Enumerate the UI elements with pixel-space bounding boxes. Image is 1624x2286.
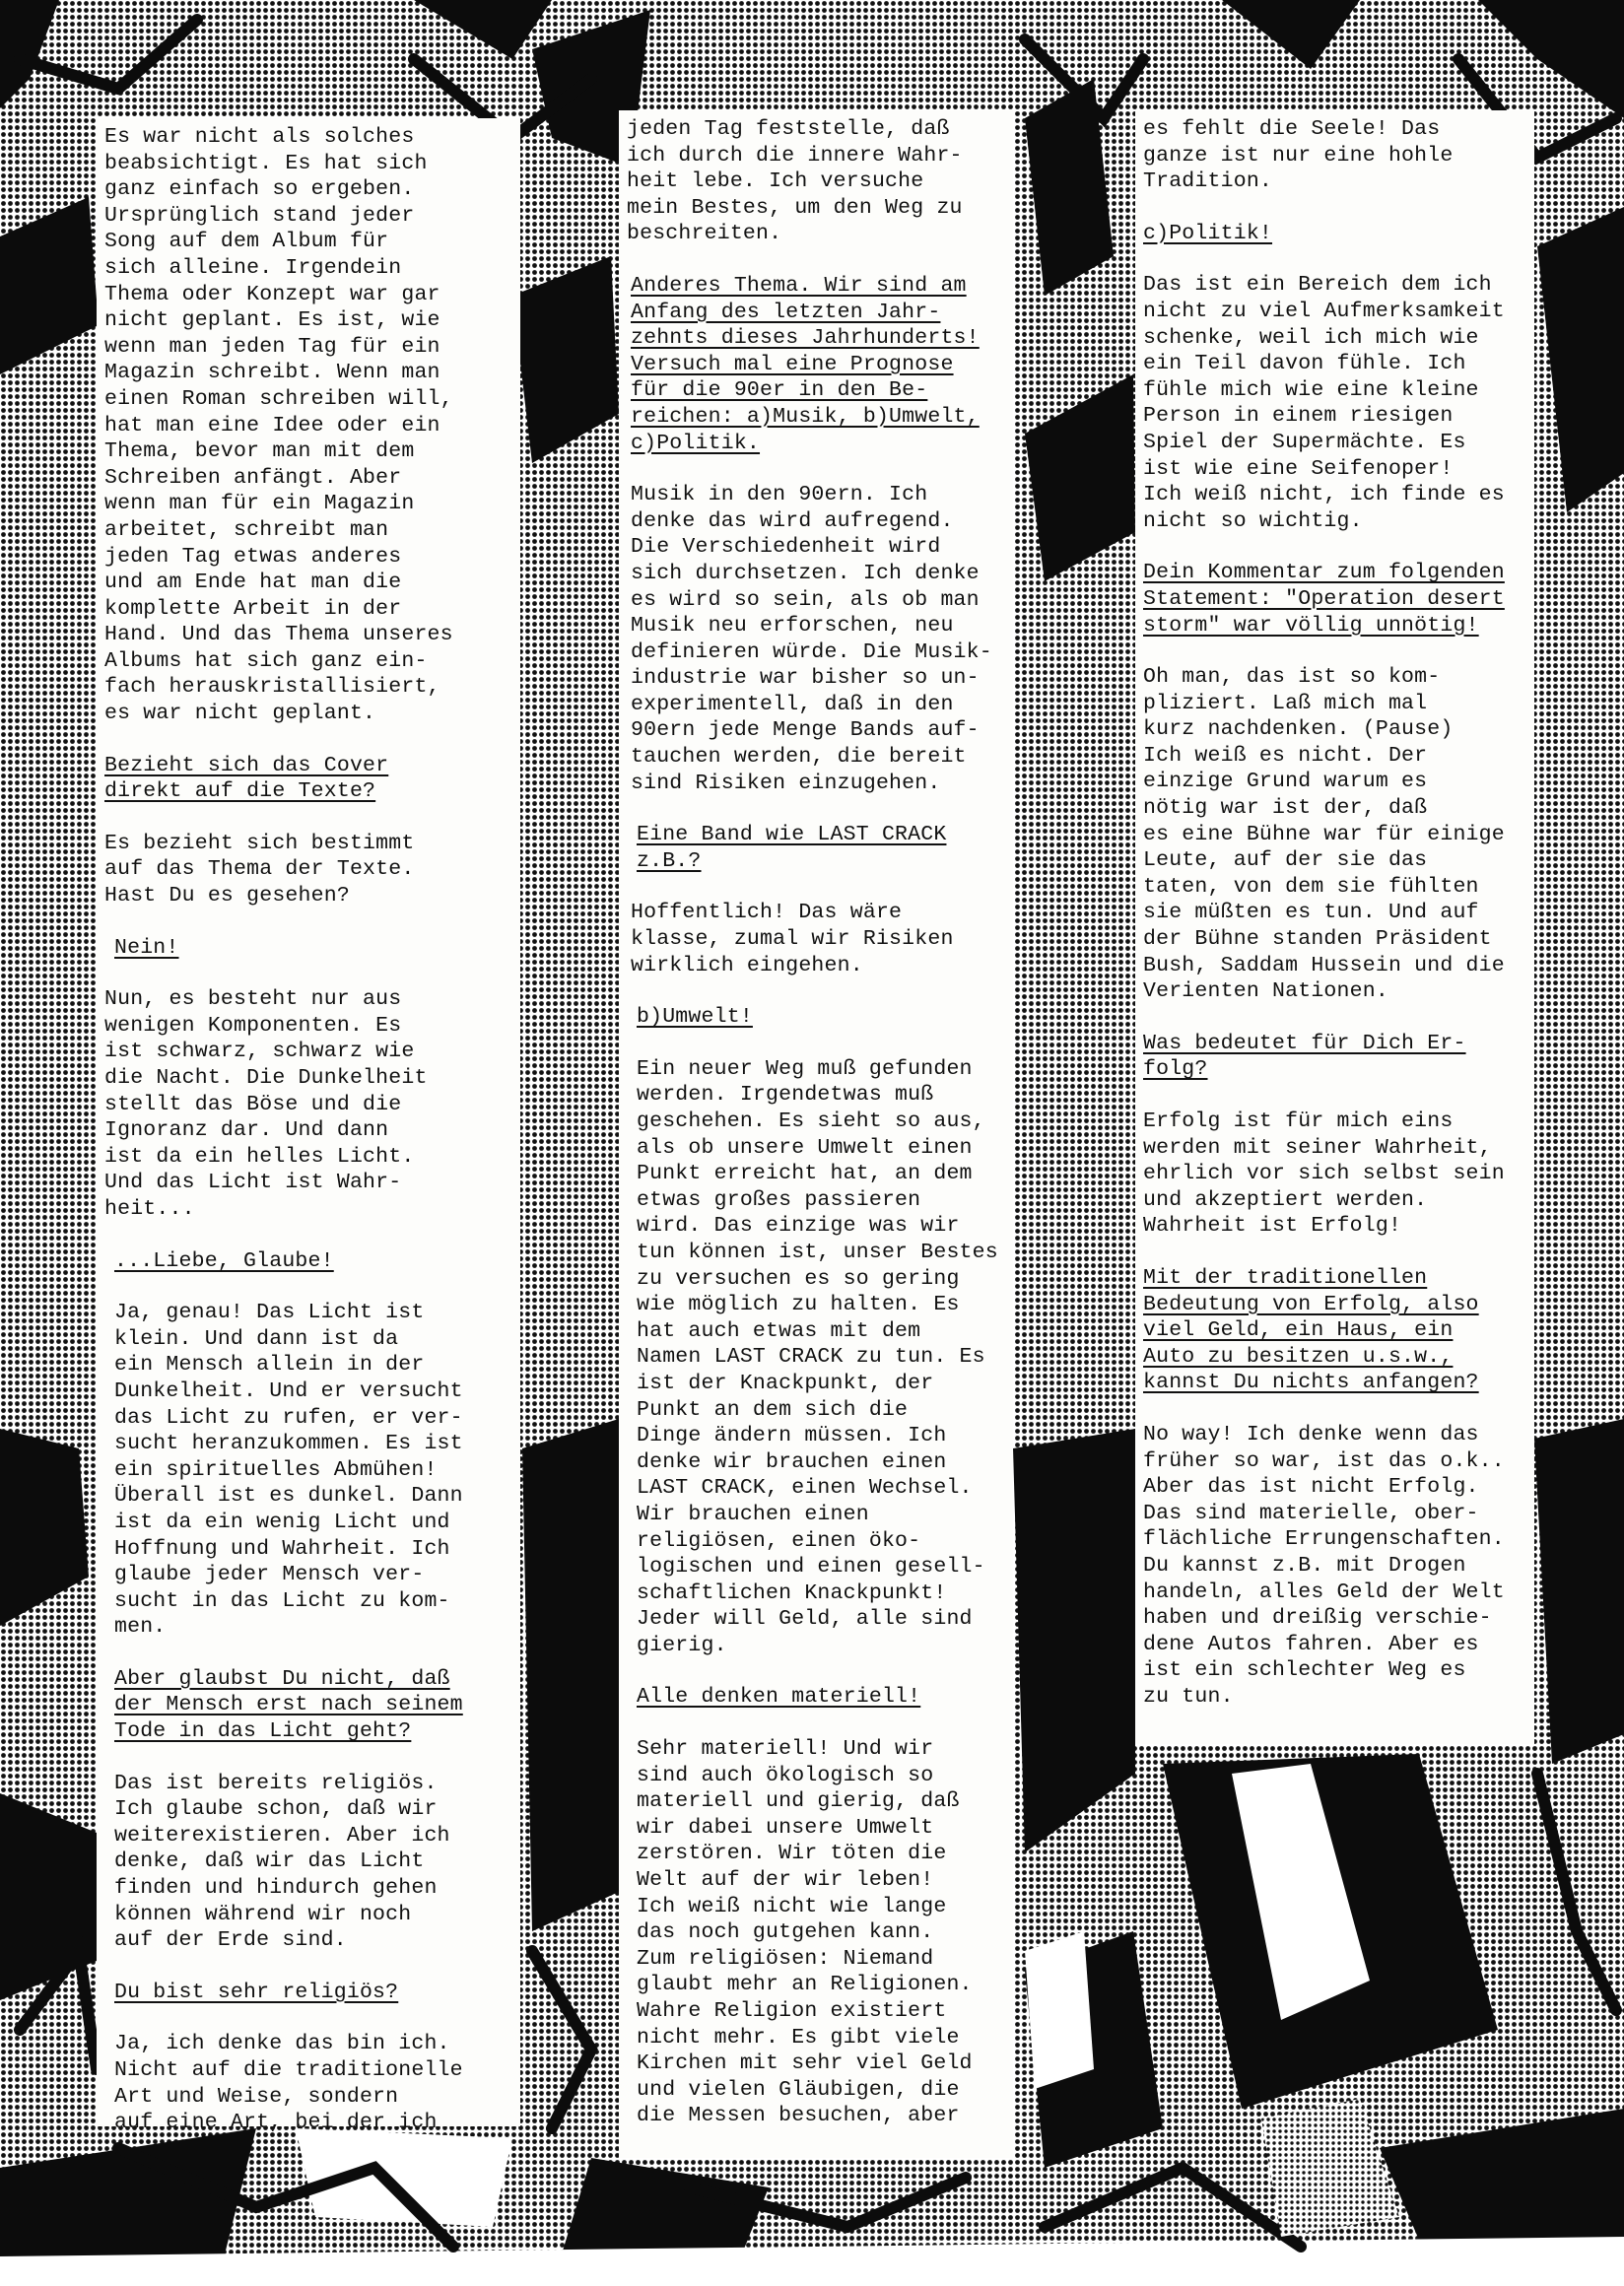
text-line: und am Ende hat man die [104,571,402,595]
answer-block [104,1300,512,1641]
text-line: finden und hindurch gehen [114,1876,438,1901]
text-line: der Bühne standen Präsident [1143,927,1492,952]
text-line: Thema, bevor man mit dem [104,439,415,464]
answer-block [1143,1109,1526,1240]
text-line: Punkt an dem sich die [637,1397,909,1422]
interview-question [627,822,1005,874]
text-line: wie möglich zu halten. Es [637,1293,960,1317]
interview-question [1143,560,1526,639]
text-line: es wird so sein, als ob man [631,587,980,612]
answer-block [627,900,1005,978]
text-line: Sehr materiell! Und wir [637,1737,934,1762]
text-line: jeden Tag etwas anderes [104,544,402,569]
question-line: Statement: "Operation desert [1143,586,1505,611]
text-line: können während wir noch [114,1902,412,1926]
text-line: sind auch ökologisch so [637,1763,934,1787]
text-line: werden. Irgendetwas muß [637,1083,934,1108]
text-line: Song auf dem Album für [104,230,389,254]
text-line: komplette Arbeit in der [104,596,402,621]
text-line: men. [114,1615,167,1640]
question-line: Tode in das Licht geht? [114,1719,412,1744]
text-line: Es bezieht sich bestimmt [104,831,415,855]
text-line: wir dabei unsere Umwelt [637,1815,934,1840]
question-line: der Mensch erst nach seinem [114,1693,463,1717]
text-line: Es war nicht als solches [104,125,415,149]
answer-block [104,124,512,727]
text-line: ist der Knackpunkt, der [637,1371,934,1395]
text-line: auf das Thema der Texte. [104,857,415,882]
text-line: Wahre Religion existiert [637,1999,947,2023]
text-line: Ein neuer Weg muß gefunden [637,1056,973,1081]
text-line: Hast Du es gesehen? [104,884,350,908]
text-line: fach herauskristallisiert, [104,675,440,700]
text-line: Ursprünglich stand jeder [104,203,415,228]
answer-block [104,831,512,909]
text-line: gierig. [637,1633,727,1657]
text-line: dene Autos fahren. Aber es [1143,1632,1479,1656]
text-line: als ob unsere Umwelt einen [637,1135,973,1160]
text-line: heit lebe. Ich versuche [627,169,924,194]
text-line: Wahrheit ist Erfolg! [1143,1214,1402,1239]
text-line: sucht in das Licht zu kom- [114,1588,450,1613]
text-line: Hoffentlich! Das wäre [631,901,903,925]
text-line: Oh man, das ist so kom- [1143,665,1441,690]
text-line: industrie war bisher so un- [631,666,980,691]
text-line: einen Roman schreiben will, [104,386,453,411]
answer-block [1143,664,1526,1005]
text-line: Erfolg ist für mich eins [1143,1109,1454,1133]
text-line: Die Verschiedenheit wird [631,535,941,560]
text-line: glaube jeder Mensch ver- [114,1563,425,1587]
answer-block [1143,272,1526,534]
text-line: ein spirituelles Abmühen! [114,1457,438,1482]
text-line: jeden Tag feststelle, daß [627,117,950,141]
text-column-2 [619,110,1013,2158]
text-column-1 [97,118,520,2135]
interview-question [104,935,512,962]
text-line: und vielen Gläubigen, die [637,2077,960,2102]
text-line: Das sind materielle, ober- [1143,1501,1479,1525]
text-line: hat auch etwas mit dem [637,1318,921,1343]
question-line: c)Politik! [1143,221,1273,245]
interview-question [627,273,1005,456]
text-line: Überall ist es dunkel. Dann [114,1484,463,1509]
text-line: pliziert. Laß mich mal [1143,691,1428,715]
text-line: auf eine Art, bei der ich [114,2111,438,2135]
text-line: nicht geplant. Es ist, wie [104,308,440,333]
question-line: storm" war völlig unnötig! [1143,613,1479,638]
interview-question [104,1248,512,1275]
text-line: ehrlich vor sich selbst sein [1143,1162,1505,1186]
text-line: kurz nachdenken. (Pause) [1143,717,1454,742]
text-line: Magazin schreibt. Wenn man [104,361,440,385]
text-line: ein Teil davon fühle. Ich [1143,352,1466,376]
text-line: etwas großes passieren [637,1187,921,1212]
text-line: Tradition. [1143,169,1273,194]
text-line: ist da ein wenig Licht und [114,1510,450,1534]
text-line: Kirchen mit sehr viel Geld [637,2051,973,2076]
interview-question [104,1666,512,1745]
text-line: Du kannst z.B. mit Drogen [1143,1553,1466,1578]
text-line: ich durch die innere Wahr- [627,143,963,168]
text-line: hat man eine Idee oder ein [104,413,440,437]
text-line: Bush, Saddam Hussein und die [1143,953,1505,977]
answer-block [627,1736,1005,2129]
text-line: einzige Grund warum es [1143,770,1428,794]
text-line: Ich weiß es nicht. Der [1143,743,1428,768]
text-line: wirklich eingehen. [631,953,863,977]
text-line: stellt das Böse und die [104,1092,402,1116]
text-line: sind Risiken einzugehen. [631,771,941,795]
text-line: Ja, genau! Das Licht ist [114,1301,425,1325]
text-line: flächliche Errungenschaften. [1143,1527,1505,1552]
text-line: zu tun. [1143,1684,1234,1709]
text-line: es fehlt die Seele! Das [1143,117,1441,141]
text-line: Nun, es besteht nur aus [104,987,402,1012]
text-line: ist ein schlechter Weg es [1143,1658,1466,1683]
question-line: ...Liebe, Glaube! [114,1248,334,1273]
text-line: Jeder will Geld, alle sind [637,1607,973,1632]
text-line: zu versuchen es so gering [637,1266,960,1291]
text-line: religiösen, einen öko- [637,1528,921,1553]
interview-question [104,1980,512,2006]
text-line: auf der Erde sind. [114,1928,347,1953]
text-line: Ich weiß nicht wie lange [637,1894,947,1918]
text-line: Musik neu erforschen, neu [631,614,954,639]
answer-block [104,986,512,1222]
text-line: fühle mich wie eine kleine [1143,377,1479,402]
text-line: Welt auf der wir leben! [637,1868,934,1893]
text-line: das noch gutgehen kann. [637,1920,934,1945]
answer-block [104,1771,512,1954]
text-line: Aber das ist nicht Erfolg. [1143,1475,1479,1500]
text-line: Dunkelheit. Und er versucht [114,1378,463,1403]
question-line: b)Umwelt! [637,1005,753,1030]
text-line: Schreiben anfängt. Aber [104,465,402,490]
text-line: die Nacht. Die Dunkelheit [104,1066,428,1090]
text-line: 90ern jede Menge Bands auf- [631,718,980,743]
text-line: schaftlichen Knackpunkt! [637,1580,947,1605]
question-line: c)Politik. [631,431,761,455]
text-line: nötig war ist der, daß [1143,796,1428,821]
text-line: sie müßten es tun. Und auf [1143,901,1479,925]
text-line: Musik in den 90ern. Ich [631,483,928,507]
question-line: folg? [1143,1057,1208,1082]
text-line: denke das wird aufregend. [631,508,954,533]
text-line: Namen LAST CRACK zu tun. Es [637,1345,985,1370]
text-line: beschreiten. [627,222,782,246]
text-line: wenn man jeden Tag für ein [104,334,440,359]
text-line: werden mit seiner Wahrheit, [1143,1135,1492,1160]
text-line: glaubt mehr an Religionen. [637,1973,973,1997]
text-line: wird. Das einzige was wir [637,1214,960,1239]
question-line: reichen: a)Musik, b)Umwelt, [631,404,980,429]
question-line: Mit der traditionellen [1143,1265,1428,1290]
text-line: wenn man für ein Magazin [104,492,415,516]
text-line: denke wir brauchen einen [637,1449,947,1474]
text-line: wenigen Komponenten. Es [104,1013,402,1038]
text-line: definieren würde. Die Musik- [631,639,992,664]
text-line: Das ist bereits religiös. [114,1771,438,1795]
text-line: ist schwarz, schwarz wie [104,1040,415,1064]
interview-question [104,753,512,805]
text-line: No way! Ich denke wenn das [1143,1422,1479,1446]
question-line: viel Geld, ein Haus, ein [1143,1318,1454,1343]
text-line: Ja, ich denke das bin ich. [114,2032,450,2056]
text-line: ist wie eine Seifenoper! [1143,456,1454,481]
text-line: Albums hat sich ganz ein- [104,648,428,673]
text-line: denke, daß wir das Licht [114,1849,425,1874]
text-line: handeln, alles Geld der Welt [1143,1580,1505,1604]
answer-block [1143,116,1526,195]
answer-block [627,116,1005,247]
question-line: Anderes Thema. Wir sind am [631,273,967,298]
text-line: Wir brauchen einen [637,1502,869,1526]
interview-question [627,1684,1005,1711]
question-line: Auto zu besitzen u.s.w., [1143,1344,1454,1369]
text-line: weiterexistieren. Aber ich [114,1823,450,1848]
question-line: Dein Kommentar zum folgenden [1143,561,1505,585]
text-line: klein. Und dann ist da [114,1326,399,1351]
question-line: Versuch mal eine Prognose [631,352,954,376]
text-line: LAST CRACK, einen Wechsel. [637,1476,973,1501]
text-line: tauchen werden, die bereit [631,745,967,770]
text-line: klasse, zumal wir Risiken [631,927,954,952]
question-line: Nein! [114,935,179,960]
answer-block [627,1056,1005,1659]
question-line: für die 90er in den Be- [631,378,928,403]
question-line: direkt auf die Texte? [104,779,376,804]
question-line: zehnts dieses Jahrhunderts! [631,326,980,351]
text-line: Person in einem riesigen [1143,404,1454,429]
answer-block [104,2031,512,2135]
text-line: Thema oder Konzept war gar [104,282,440,306]
question-line: Bedeutung von Erfolg, also [1143,1292,1479,1316]
text-line: ganz einfach so ergeben. [104,177,415,202]
text-line: Punkt erreicht hat, an dem [637,1162,973,1186]
text-line: taten, von dem sie fühlten [1143,874,1479,899]
question-line: Eine Band wie LAST CRACK [637,823,947,847]
text-line: nicht zu viel Aufmerksamkeit [1143,299,1505,323]
text-line: Ich weiß nicht, ich finde es [1143,483,1505,507]
answer-block [1143,1422,1526,1711]
question-line: Was bedeutet für Dich Er- [1143,1031,1466,1055]
text-line: tun können ist, unser Bestes [637,1240,998,1264]
text-line: es eine Bühne war für einige [1143,822,1505,846]
text-line: schenke, weil ich mich wie [1143,325,1479,350]
text-line: Zum religiösen: Niemand [637,1946,934,1971]
question-line: z.B.? [637,848,702,873]
interview-question [627,1004,1005,1031]
question-line: Anfang des letzten Jahr- [631,300,941,324]
text-line: Nicht auf die traditionelle [114,2058,463,2082]
text-line: nicht mehr. Es gibt viele [637,2025,960,2050]
text-line: sich alleine. Irgendein [104,255,402,280]
question-line: Alle denken materiell! [637,1685,921,1710]
text-line: sucht heranzukommen. Es ist [114,1432,463,1456]
text-line: Hoffnung und Wahrheit. Ich [114,1536,450,1561]
text-line: und akzeptiert werden. [1143,1187,1428,1212]
text-line: ein Mensch allein in der [114,1353,425,1378]
text-line: das Licht zu rufen, er ver- [114,1405,463,1430]
text-line: heit... [104,1196,195,1221]
text-line: Und das Licht ist Wahr- [104,1171,402,1195]
text-column-3 [1135,110,1534,1744]
answer-block [627,482,1005,796]
text-line: Verienten Nationen. [1143,979,1388,1004]
text-line: materiell und gierig, daß [637,1789,960,1814]
text-line: geschehen. Es sieht so aus, [637,1109,985,1133]
text-line: Das ist ein Bereich dem ich [1143,273,1492,298]
text-line: logischen und einen gesell- [637,1555,985,1580]
text-line: Dinge ändern müssen. Ich [637,1424,947,1448]
question-line: Bezieht sich das Cover [104,753,389,777]
text-line: Leute, auf der sie das [1143,848,1428,873]
text-line: früher so war, ist das o.k.. [1143,1448,1505,1473]
text-line: Spiel der Supermächte. Es [1143,430,1466,454]
text-line: die Messen besuchen, aber [637,2104,960,2128]
text-line: Ich glaube schon, daß wir [114,1797,438,1822]
question-line: Du bist sehr religiös? [114,1980,399,2004]
question-line: kannst Du nichts anfangen? [1143,1371,1479,1395]
text-line: ganze ist nur eine hohle [1143,143,1454,168]
text-line: haben und dreißig verschie- [1143,1606,1492,1631]
text-line: sich durchsetzen. Ich denke [631,561,980,585]
text-line: mein Bestes, um den Weg zu [627,195,963,220]
text-line: Art und Weise, sondern [114,2084,399,2109]
interview-question [1143,221,1526,247]
text-line: es war nicht geplant. [104,702,376,726]
text-line: zerstören. Wir töten die [637,1842,947,1866]
interview-question [1143,1265,1526,1396]
text-line: Hand. Und das Thema unseres [104,623,453,647]
text-line: beabsichtigt. Es hat sich [104,151,428,175]
text-line: nicht so wichtig. [1143,508,1363,533]
text-line: arbeitet, schreibt man [104,517,389,542]
interview-question [1143,1031,1526,1083]
text-line: Ignoranz dar. Und dann [104,1118,389,1143]
text-line: experimentell, daß in den [631,692,954,716]
text-line: ist da ein helles Licht. [104,1144,415,1169]
question-line: Aber glaubst Du nicht, daß [114,1666,450,1691]
